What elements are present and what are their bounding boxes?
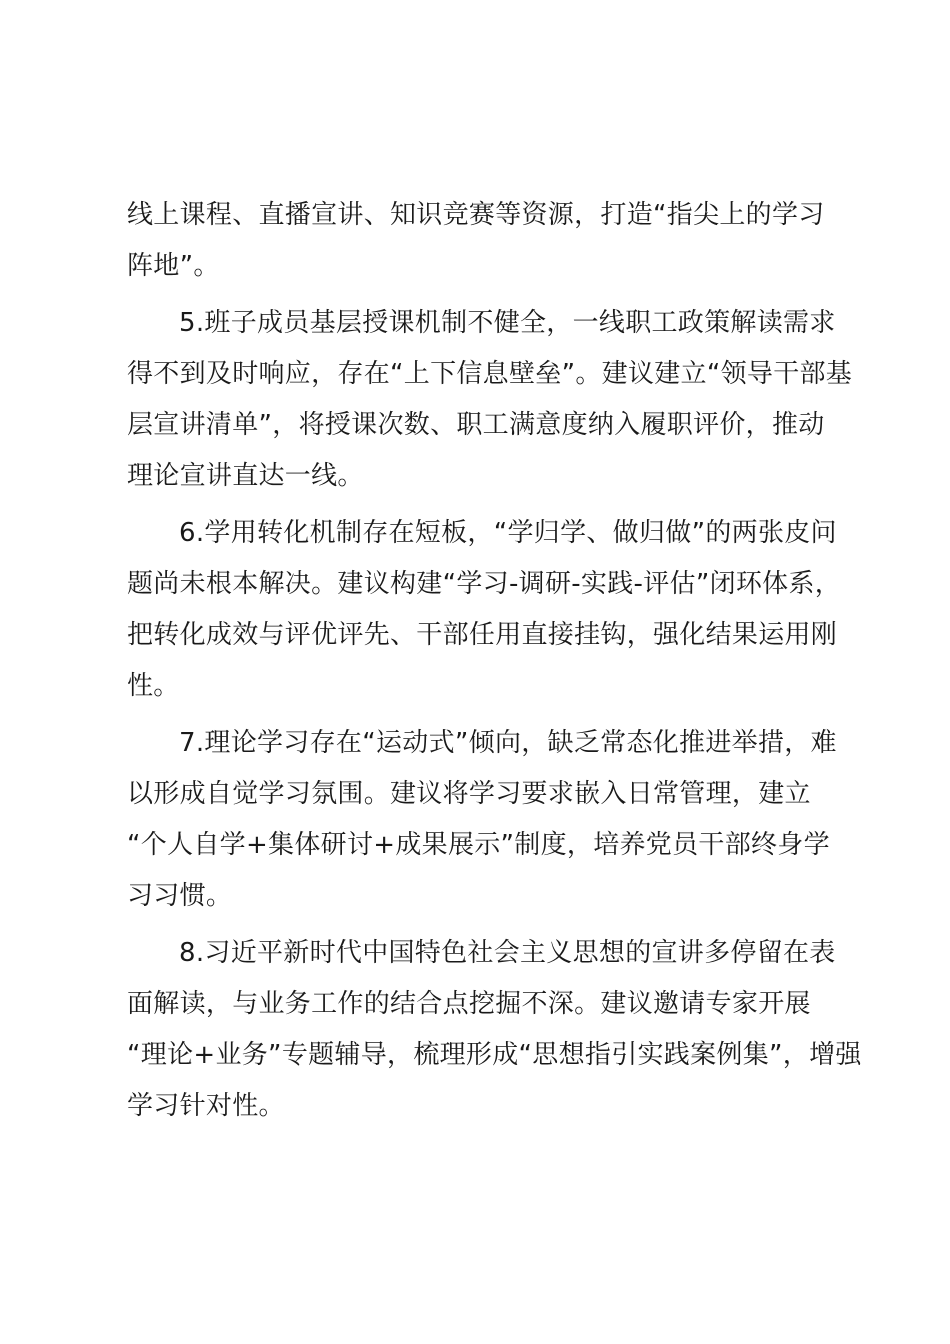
text-line: 性。 — [127, 671, 180, 701]
text-line: 以形成自觉学习氛围。建议将学习要求嵌入日常管理，建立 — [127, 779, 811, 809]
text-line: 阵地”。 — [127, 251, 220, 281]
text-line: 面解读，与业务工作的结合点挖掘不深。建议邀请专家开展 — [127, 989, 811, 1019]
document-body — [127, 190, 862, 1132]
paragraph-item-8 — [127, 928, 862, 1132]
text-line: 线上课程、直播宣讲、知识竞赛等资源，打造“指尖上的学习 — [127, 200, 825, 230]
text-line: 7.理论学习存在“运动式”倾向，缺乏常态化推进举措，难 — [179, 728, 837, 758]
text-line: 习习惯。 — [127, 881, 233, 911]
paragraph-continuation — [127, 190, 827, 292]
text-line: 学习针对性。 — [127, 1091, 285, 1121]
text-line: “理论+业务”专题辅导，梳理形成“思想指引实践案例集”，增强 — [127, 1040, 862, 1070]
text-line: 8.习近平新时代中国特色社会主义思想的宣讲多停留在表 — [179, 938, 836, 968]
paragraph-item-6 — [127, 508, 842, 712]
paragraph-item-5 — [127, 298, 853, 502]
text-line: 层宣讲清单”，将授课次数、职工满意度纳入履职评价，推动 — [127, 410, 825, 440]
paragraph-item-7 — [127, 718, 837, 922]
text-line: “个人自学+集体研讨+成果展示”制度，培养党员干部终身学 — [127, 830, 830, 860]
text-line: 把转化成效与评优评先、干部任用直接挂钩，强化结果运用刚 — [127, 620, 838, 650]
text-line: 理论宣讲直达一线。 — [127, 461, 364, 491]
text-line: 题尚未根本解决。建议构建“学习-调研-实践-评估”闭环体系， — [127, 569, 842, 599]
text-line: 6.学用转化机制存在短板，“学归学、做归做”的两张皮问 — [179, 518, 837, 548]
text-line: 得不到及时响应，存在“上下信息壁垒”。建议建立“领导干部基 — [127, 359, 853, 389]
text-line: 5.班子成员基层授课机制不健全，一线职工政策解读需求 — [179, 308, 836, 338]
